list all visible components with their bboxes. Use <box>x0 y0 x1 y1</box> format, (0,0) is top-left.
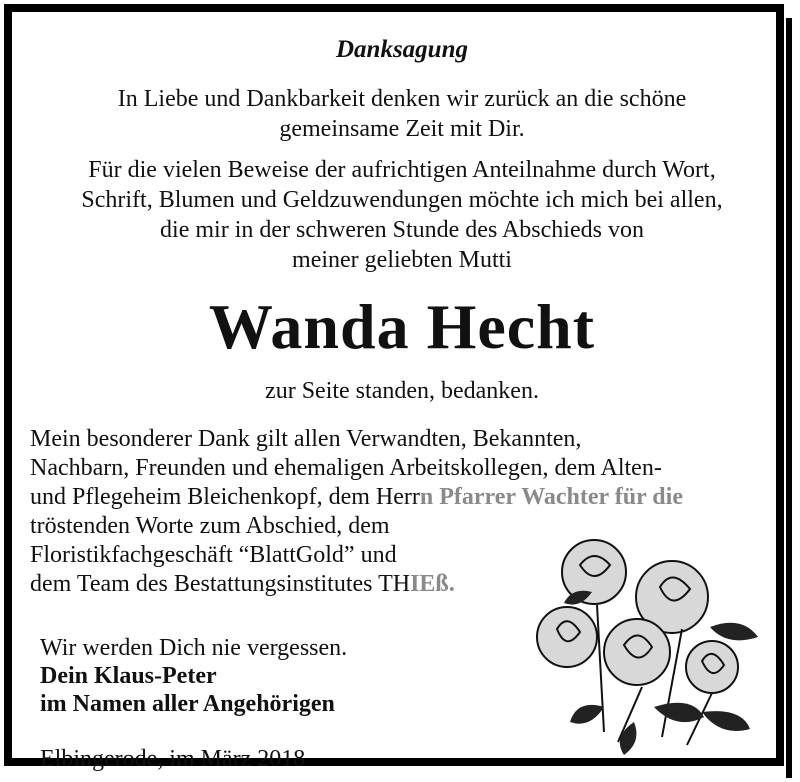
place-date: Elbingerode, im März 2018 <box>40 746 306 772</box>
special-line: tröstenden Worte zum Abschied, dem <box>30 513 390 539</box>
on-behalf-line: im Namen aller Angehörigen <box>40 691 335 717</box>
signoff-block <box>40 634 460 718</box>
special-line-part: dem Team des Bestattungsinstitutes TH <box>30 571 411 597</box>
notice-title: Danksagung <box>336 36 468 63</box>
intro-line: In Liebe und Dankbarkeit denken wir zurück an die schöne <box>117 86 687 112</box>
never-forget-line: Wir werden Dich nie vergessen. <box>40 635 348 661</box>
special-line: Floristikfachgeschäft “BlattGold” und <box>30 542 397 568</box>
intro-paragraph <box>12 84 792 144</box>
special-line-part: und Pflegeheim Bleichenkopf, dem Herr <box>30 484 420 510</box>
thanks-line: die mir in der schweren Stunde des Abschieds von <box>160 217 644 243</box>
roses-bouquet-icon <box>522 517 772 757</box>
signer-name: Dein Klaus-Peter <box>40 663 217 689</box>
thanks-line: meiner geliebten Mutti <box>292 247 512 273</box>
stood-by-line: zur Seite standen, bedanken. <box>265 378 539 404</box>
special-line <box>30 483 770 512</box>
thanks-line: Schrift, Blumen und Geldzuwendungen möchte ich mich bei allen, <box>81 187 723 213</box>
faded-text: n Pfarrer Wachter für die <box>419 484 683 510</box>
faded-text: IEß. <box>410 571 455 597</box>
thanks-paragraph <box>12 155 792 275</box>
special-line: Mein besonderer Dank gilt allen Verwandten, Bekannten, <box>30 426 582 452</box>
deceased-name: Wanda Hecht <box>208 291 596 362</box>
thanks-line: Für die vielen Beweise der aufrichtigen Anteilnahme durch Wort, <box>88 157 716 183</box>
special-line: Nachbarn, Freunden und ehemaligen Arbeitskollegen, dem Alten- <box>30 455 662 481</box>
intro-line: gemeinsame Zeit mit Dir. <box>279 116 525 142</box>
obituary-notice-frame <box>4 4 784 772</box>
